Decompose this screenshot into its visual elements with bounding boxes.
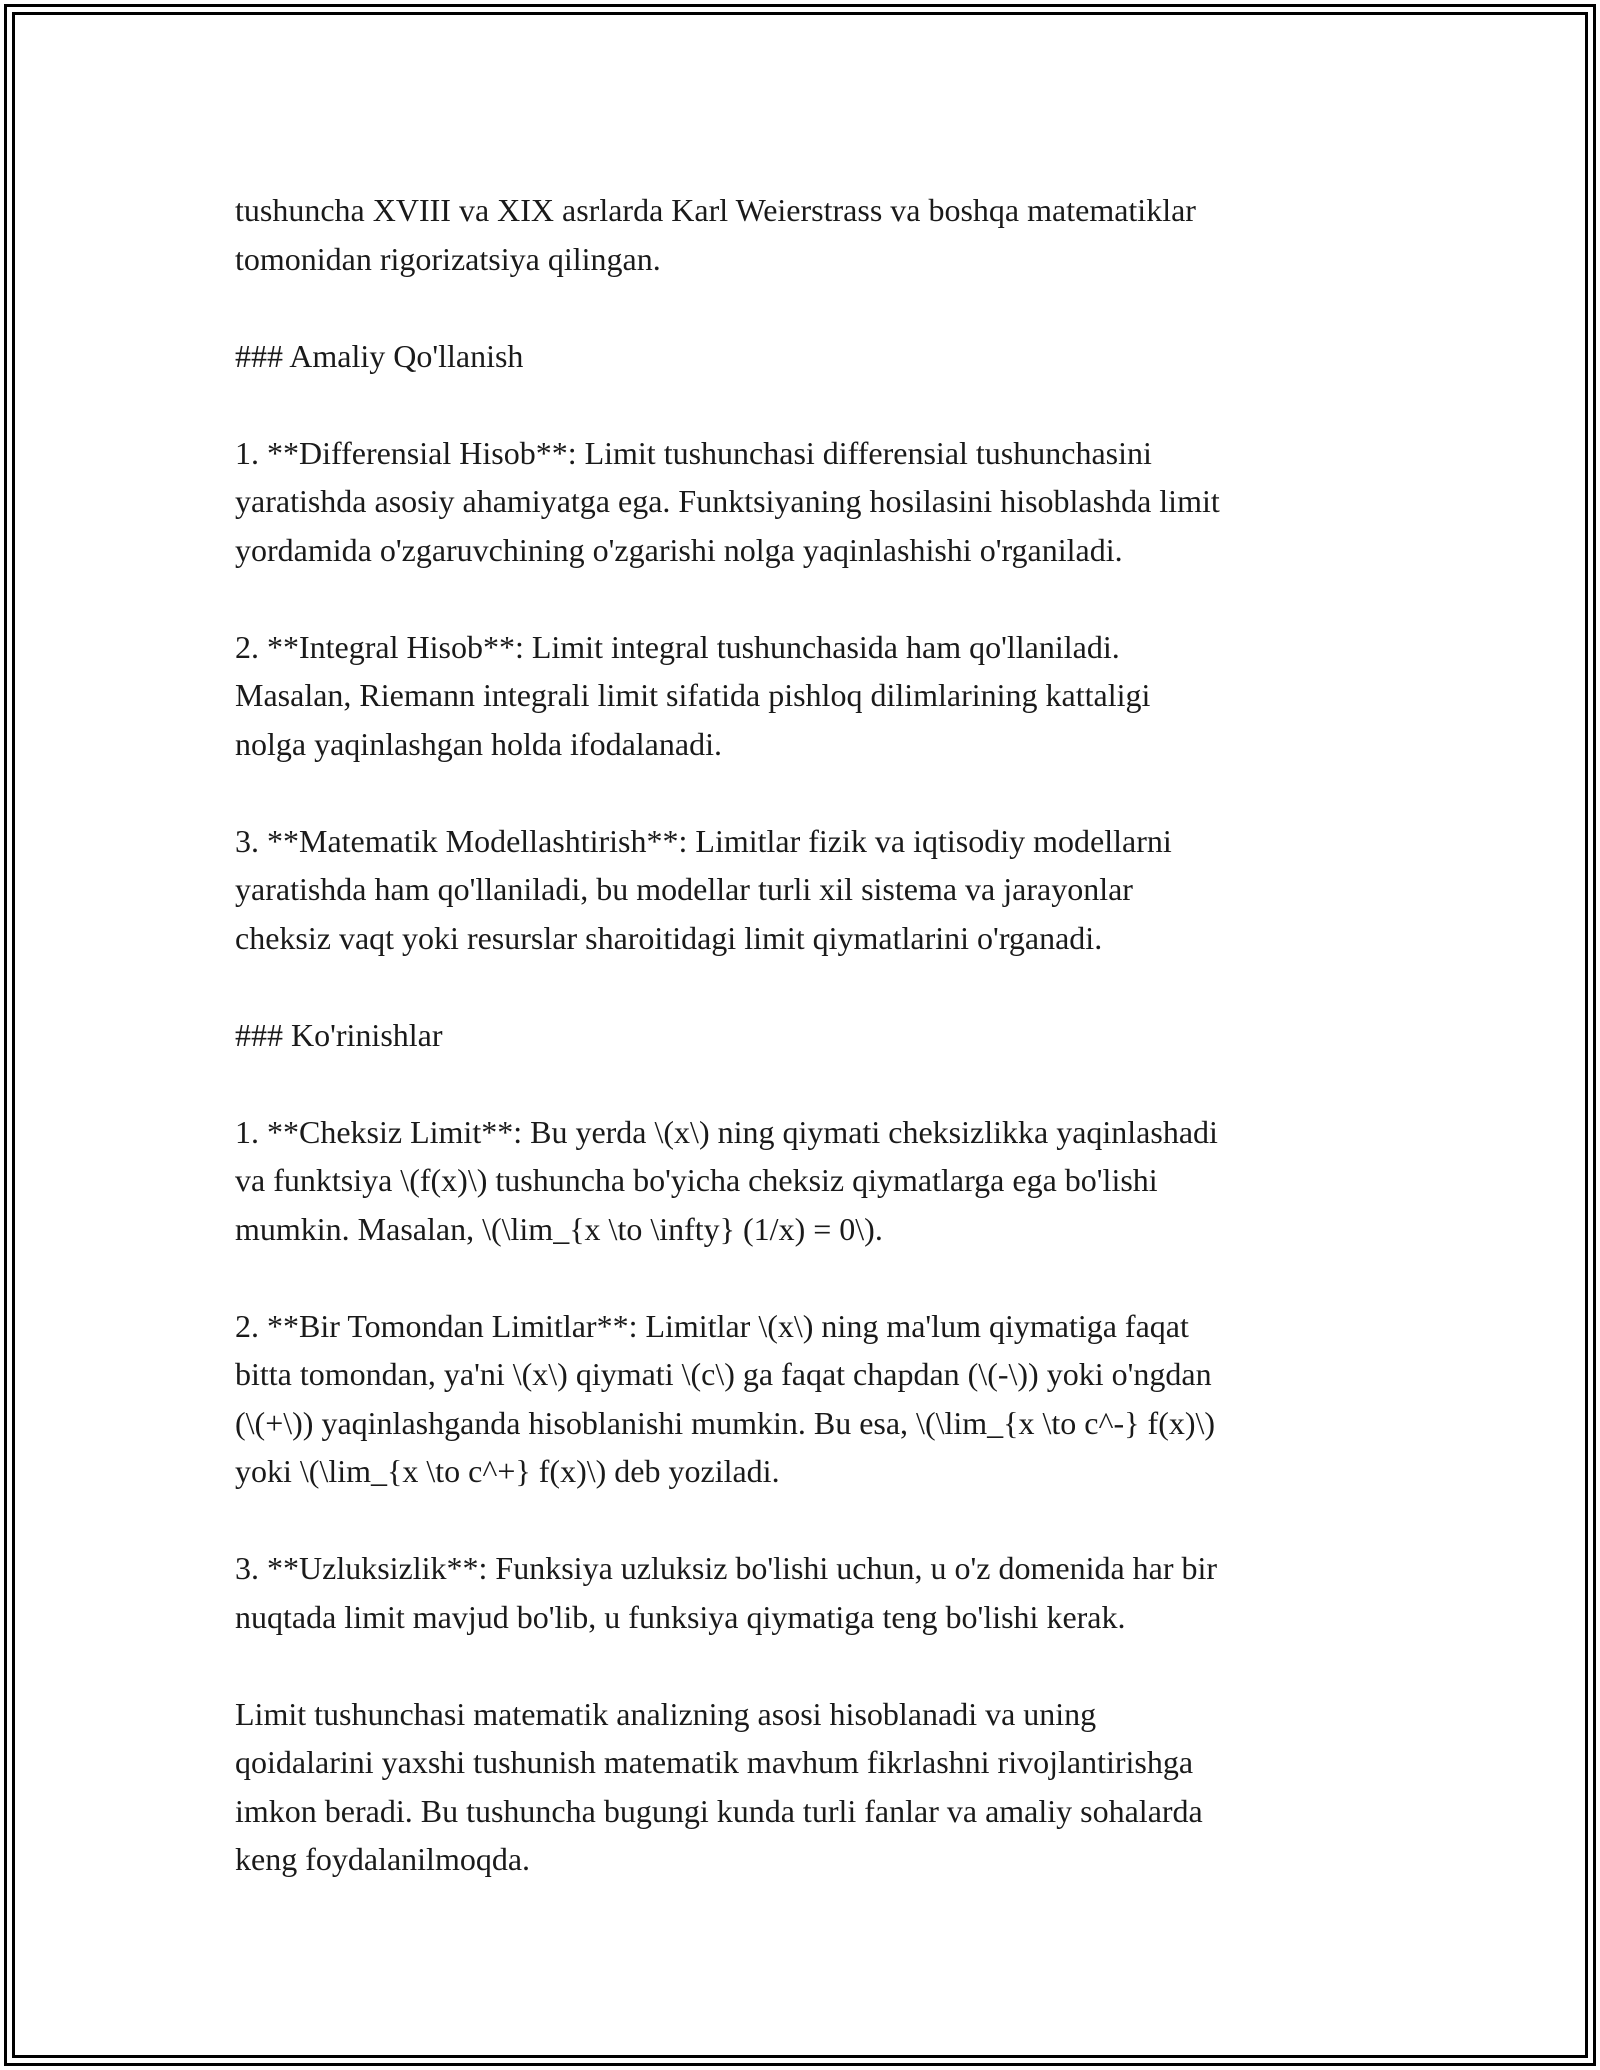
paragraph-conclusion: Limit tushunchasi matematik analizning asosi hisoblanadi va uning qoidalarini yaxshi tushunish matematik mavhum fikrlashni rivojlantirishga imkon beradi. Bu tushuncha bugungi kunda turli fanlar va amaliy sohalarda keng foydalanilmoqda. [235, 1695, 1203, 1877]
list-item-bir-tomondan-limitlar: 2. **Bir Tomondan Limitlar**: Limitlar \(x\) ning ma'lum qiymatiga faqat bitta tomondan, ya'ni \(x\) qiymati \(c\) ga faqat chapdan (\(-\)) yoki o'ngdan (\(+\)) yaqinlashganda hisoblanishi mumkin. Bu esa, \(\lim_{x \to c^-} f(x)\) yoki \(\lim_{x \to c^+} f(x)\) deb yoziladi. [235, 1307, 1216, 1489]
list-item-cheksiz-limit: 1. **Cheksiz Limit**: Bu yerda \(x\) ning qiymati cheksizlikka yaqinlashadi va funktsiya \(f(x)\) tushuncha bo'yicha cheksiz qiymatlarga ega bo'lishi mumkin. Masalan, \(\lim_{x \to \infty} (1/x) = 0\). [235, 1113, 1218, 1247]
list-item-differensial-hisob: 1. **Differensial Hisob**: Limit tushunchasi differensial tushunchasini yaratishda asosiy ahamiyatga ega. Funktsiyaning hosilasini hisoblashda limit yordamida o'zgaruvchining o'zgarishi nolga yaqinlashishi o'rganiladi. [235, 434, 1220, 568]
list-item-matematik-modellashtirish: 3. **Matematik Modellashtirish**: Limitlar fizik va iqtisodiy modellarni yaratishda ham qo'llaniladi, bu modellar turli xil sistema va jarayonlar cheksiz vaqt yoki resurslar sharoitidagi limit qiymatlarini o'rganadi. [235, 822, 1172, 956]
heading-amaliy-qollanish: ### Amaliy Qo'llanish [235, 337, 524, 374]
document-body [235, 186, 1385, 1884]
heading-korinishlar: ### Ko'rinishlar [235, 1016, 443, 1053]
list-item-integral-hisob: 2. **Integral Hisob**: Limit integral tushunchasida ham qo'llaniladi. Masalan, Riemann integrali limit sifatida pishloq dilimlarining kattaligi nolga yaqinlashgan holda ifodalanadi. [235, 628, 1151, 762]
paragraph-intro-continuation: tushuncha XVIII va XIX asrlarda Karl Weierstrass va boshqa matematiklar tomonidan rigorizatsiya qilingan. [235, 192, 1196, 277]
list-item-uzluksizlik: 3. **Uzluksizlik**: Funksiya uzluksiz bo'lishi uchun, u o'z domenida har bir nuqtada limit mavjud bo'lib, u funksiya qiymatiga teng bo'lishi kerak. [235, 1550, 1218, 1635]
